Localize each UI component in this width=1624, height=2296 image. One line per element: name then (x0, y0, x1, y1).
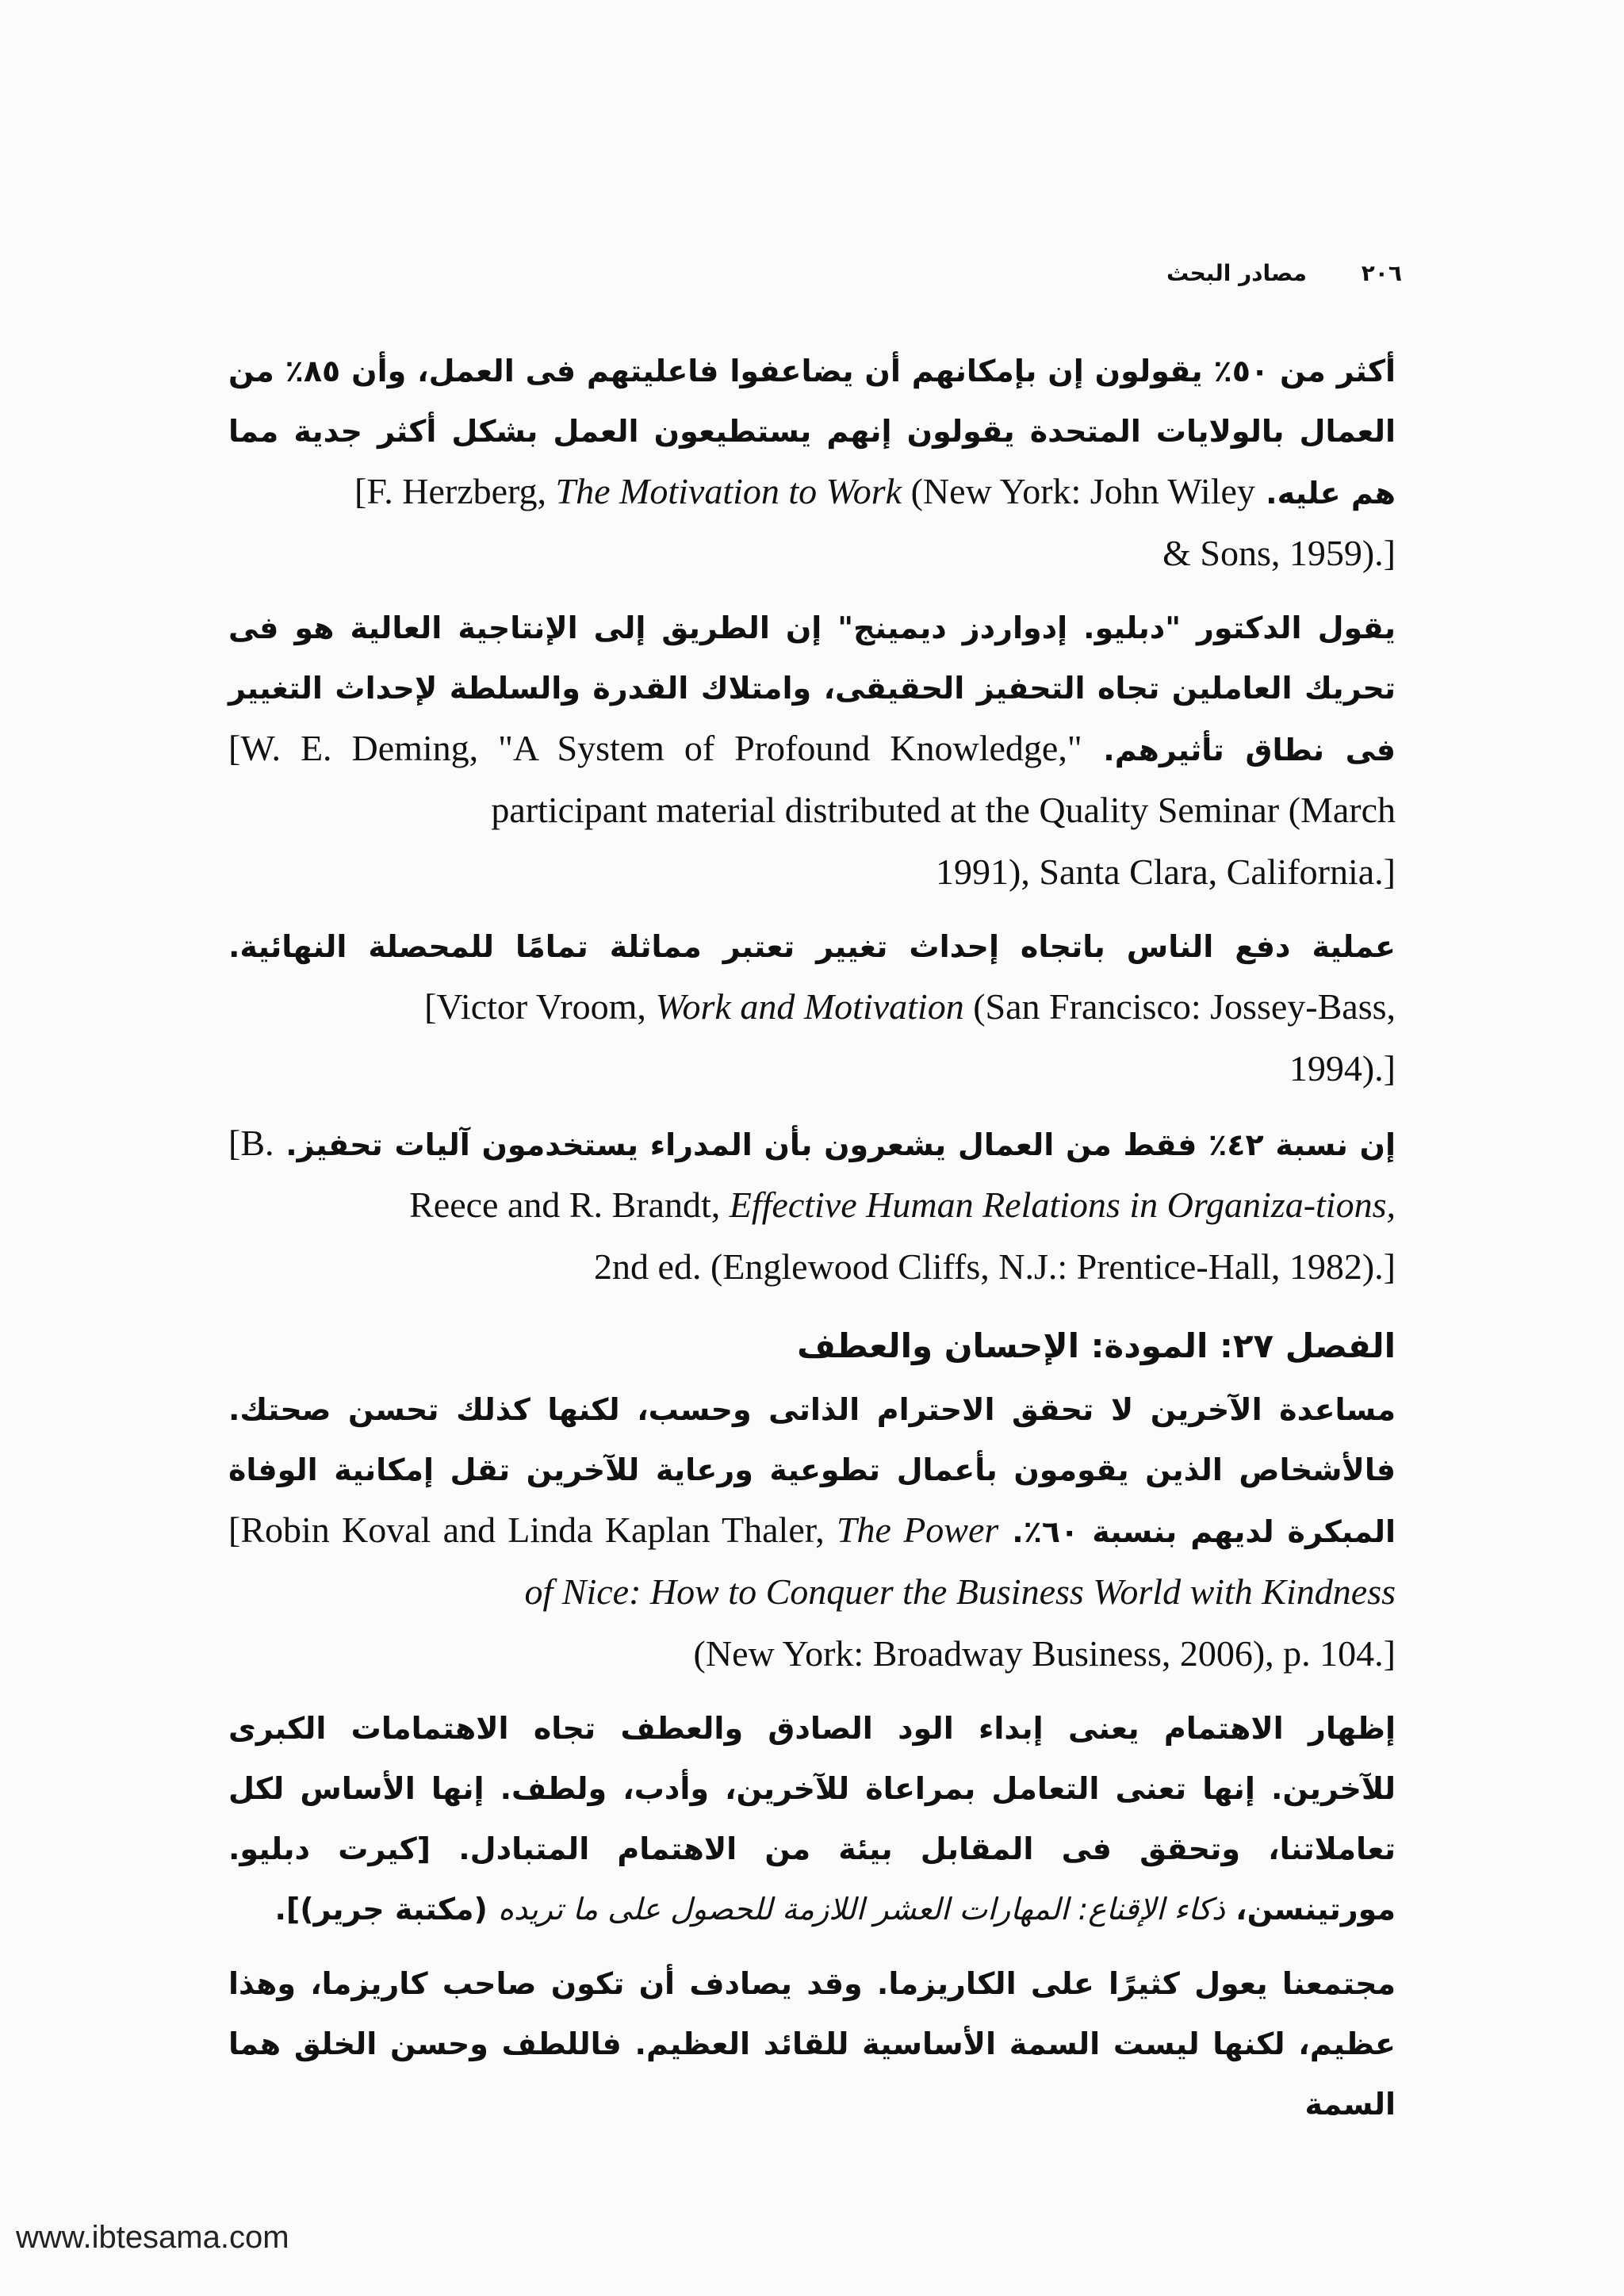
citation-vroom-publisher: (San Francisco: Jossey-Bass, (963, 986, 1396, 1027)
citation-herzberg-end: & Sons, 1959).] (1162, 533, 1396, 573)
citation-vroom-end: 1994).] (1289, 1048, 1396, 1089)
citation-koval-author: [Robin Koval and Linda Kaplan Thaler, (228, 1510, 837, 1550)
paragraph-7-text: مجتمعنا يعول كثيرًا على الكاريزما. وقد يصادف أن تكون صاحب كاريزما، وهذا عظيم، لكنها ليست السمة الأساسية للقائد العظيم. فاللطف وحسن الخلق هما السمة (228, 1966, 1396, 2122)
citation-mortensen-author: [كيرت دبليو. مورتينسن، (228, 1831, 1396, 1927)
citation-reece-author: [B. Reece and R. Brandt, (228, 1123, 730, 1225)
citation-herzberg (354, 471, 1255, 511)
paragraph-3 (228, 916, 1396, 1099)
citation-reece-end: 2nd ed. (Englewood Cliffs, N.J.: Prentice-Hall, 1982).] (594, 1246, 1396, 1287)
paragraph-2-text: يقول الدكتور "دبليو. إدواردز ديمينج" إن الطريق إلى الإنتاجية العالية هو فى تحريك العاملين تجاه التحفيز الحقيقى، وامتلاك القدرة والسلطة لإحداث التغيير فى نطاق تأثيرهم. (228, 610, 1396, 767)
citation-koval-end: (New York: Broadway Business, 2006), p. 104.] (693, 1633, 1396, 1674)
paragraph-7 (228, 1954, 1396, 2134)
paragraph-1 (228, 341, 1396, 584)
running-title: مصادر البحث (1166, 260, 1307, 286)
site-watermark: www.ibtesama.com (16, 2220, 289, 2255)
citation-deming: [W. E. Deming, "A System of Profound Knowledge," participant material distributed at the Quality Seminar (March (228, 728, 1396, 830)
citation-mortensen-publisher: (مكتبة جرير)]. (274, 1892, 499, 1927)
paragraph-2 (228, 598, 1396, 902)
paragraph-4 (228, 1113, 1396, 1297)
citation-deming-end: 1991), Santa Clara, California.] (936, 851, 1396, 892)
paragraph-4-text: إن نسبة ٤٢٪ فقط من العمال يشعرون بأن المدراء يستخدمون آليات تحفيز. (285, 1127, 1396, 1162)
paragraph-3-text: عملية دفع الناس باتجاه إحداث تغيير تعتبر مماثلة تمامًا للمحصلة النهائية. (228, 929, 1396, 964)
citation-mortensen-title: ذكاء الإقناع: المهارات العشر اللازمة للحصول على ما تريده (498, 1892, 1225, 1927)
citation-koval-title: The Power of Nice: How to Conquer the Business World with Kindness (524, 1510, 1396, 1612)
page-number: ٢٠٦ (1361, 260, 1402, 286)
citation-herzberg-title: The Motivation to Work (555, 471, 902, 511)
citation-herzberg-publisher: (New York: John Wiley (902, 471, 1255, 511)
citation-vroom-title: Work and Motivation (655, 986, 964, 1027)
citation-herzberg-author: [F. Herzberg, (354, 471, 556, 511)
paragraph-5 (228, 1380, 1396, 1684)
paragraph-6-text: إظهار الاهتمام يعنى إبداء الود الصادق والعطف تجاه الاهتمامات الكبرى للآخرين. إنها تعنى التعامل بمراعاة للآخرين، وأدب، ولطف. إنها الأساس لكل تعاملاتنا، وتحقق فى المقابل بيئة من الاهتمام المتبادل. (228, 1711, 1396, 1866)
page-body (228, 341, 1396, 2149)
paragraph-1-text: أكثر من ٥٠٪ يقولون إن بإمكانهم أن يضاعفوا فاعليتهم فى العمل، وأن ٨٥٪ من العمال بالولايات المتحدة يقولون إنهم يستطيعون العمل بشكل أكثر جدية مما هم عليه. (228, 354, 1396, 511)
citation-vroom (424, 986, 1396, 1027)
citation-vroom-author: [Victor Vroom, (424, 986, 656, 1027)
paragraph-5-text: مساعدة الآخرين لا تحقق الاحترام الذاتى وحسب، لكنها كذلك تحسن صحتك. فالأشخاص الذين يقومون بأعمال تطوعية ورعاية للآخرين تقل إمكانية الوفاة المبكرة لديهم بنسبة ٦٠٪. (228, 1392, 1396, 1549)
paragraph-6 (228, 1698, 1396, 1939)
citation-reece-title: Effective Human Relations in Organiza-tions, (729, 1184, 1396, 1225)
chapter-heading: الفصل ٢٧: المودة: الإحسان والعطف (797, 1326, 1396, 1365)
running-header (213, 252, 1402, 300)
